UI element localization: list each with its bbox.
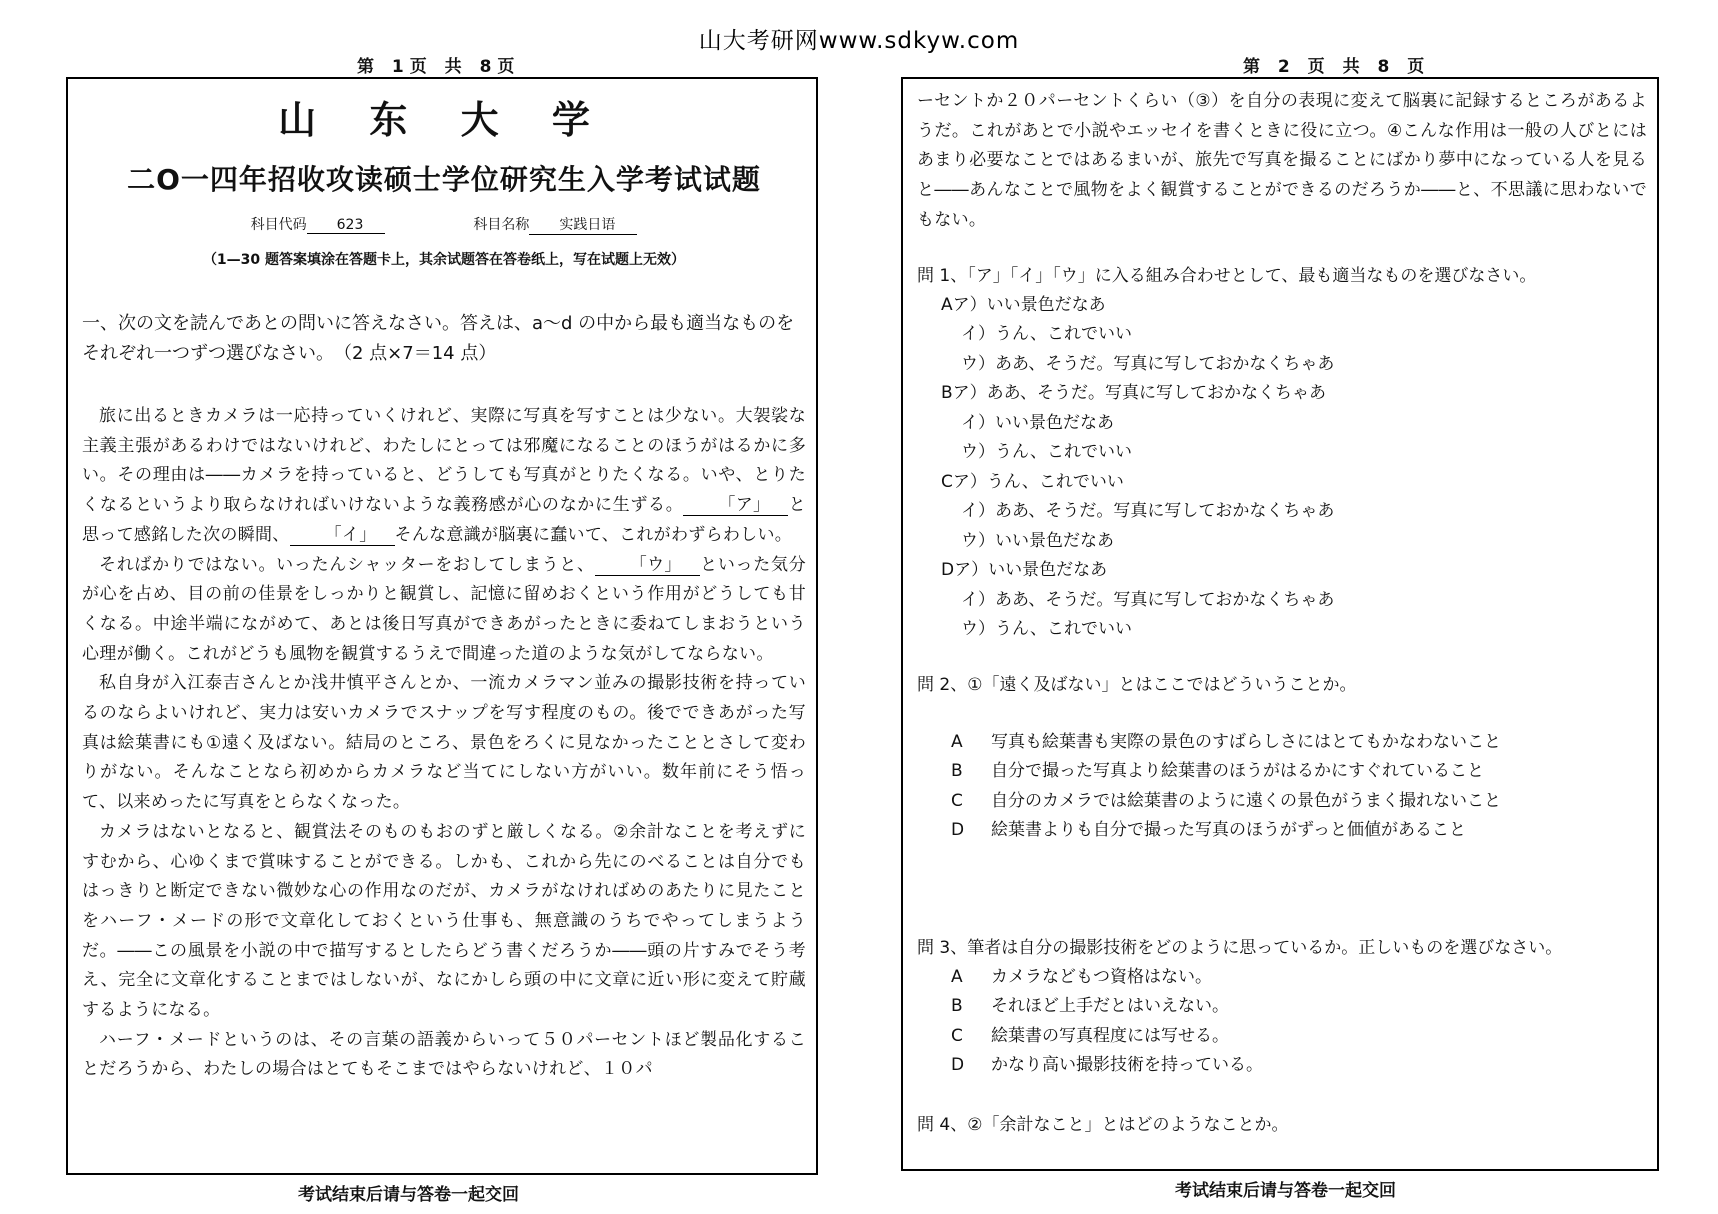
watermark: 山大考研网www.sdkyw.com	[698, 28, 1020, 54]
subject-name-value: 实践日语	[529, 214, 637, 235]
question-3-choice: C 絵葉書の写真程度には写せる。	[951, 1025, 1229, 1046]
question-2-stem: 問 2、①「遠く及ばない」とはここではどういうことか。	[917, 674, 1357, 695]
subject-meta	[82, 214, 806, 235]
question-3-choice: B それほど上手だとはいえない。	[951, 996, 1229, 1017]
question-2-choice: A 写真も絵葉書も実際の景色のすばらしさにはとてもかなわないこと	[951, 731, 1501, 752]
university-name: 山 东 大 学	[278, 98, 610, 142]
answer-instructions: （1—30 题答案填涂在答题卡上，其余试题答在答卷纸上，写在试题上无效）	[202, 252, 686, 268]
question-1-option: ウ）うん、これでいい	[961, 442, 1133, 463]
page-2-label: 第 2 页 共 8 页	[1243, 57, 1431, 77]
blank-i: 「イ」	[290, 525, 395, 546]
question-2-choice: D 絵葉書よりも自分で撮った写真のほうがずっと価値があること	[951, 820, 1466, 841]
question-1-option: イ）いい景色だなあ	[961, 412, 1114, 433]
question-1-option: Cア）うん、これでいい	[941, 471, 1124, 492]
question-1-option: イ）うん、これでいい	[961, 324, 1133, 345]
question-1-option: ウ）うん、これでいい	[961, 619, 1133, 640]
question-1-option: ウ）ああ、そうだ。写真に写しておかなくちゃあ	[961, 353, 1335, 374]
subject-code-label: 科目代码	[250, 217, 307, 233]
question-1-option: イ）ああ、そうだ。写真に写しておかなくちゃあ	[961, 589, 1335, 610]
question-1-option: Bア）ああ、そうだ。写真に写しておかなくちゃあ	[941, 383, 1326, 404]
subject-name-label: 科目名称	[473, 217, 530, 233]
passage-paragraph: そればかりではない。いったんシャッターをおしてしまうと、 「ウ」 といった気分が心を占め、目の前の佳景をしっかりと観賞し、記憶に留めおくという作用がどうしても甘くなる。中途半端にながめて、あとは後日写真ができあがったときに委ねてしまおうという心理が働く。これがどうも風物を観賞するうえで間違った道のような気がしてならない。	[82, 554, 806, 664]
question-1-option: Dア）いい景色だなあ	[941, 560, 1108, 581]
question-2-choice: B 自分で撮った写真より絵葉書のほうがはるかにすぐれていること	[951, 761, 1484, 782]
question-3-choice: A カメラなどもつ資格はない。	[951, 966, 1212, 987]
exam-page-1	[66, 77, 818, 1175]
reading-passage	[82, 402, 806, 1085]
question-3-stem: 問 3、筆者は自分の撮影技術をどのように思っているか。正しいものを選びなさい。	[917, 937, 1563, 958]
passage-paragraph: 旅に出るときカメラは一応持っていくけれど、実際に写真を写すことは少ない。大袈裟な主義主張があるわけではないけれど、わたしにとっては邪魔になることのほうがはるかに多い。その理由は――カメラを持っていると、どうしても写真がとりたくなる。いや、とりたくなるというより取らなければいけないような義務感が心のなかに生ずる。 「ア」 と思って感銘した次の瞬間、 「イ」 そんな意識が脳裏に蠢いて、これがわずらわしい。	[82, 406, 806, 545]
exam-title: 二O一四年招收攻读硕士学位研究生入学考试试题	[127, 163, 761, 196]
question-1-stem: 問 1、「ア」「イ」「ウ」に入る組み合わせとして、最も適当なものを選びなさい。	[917, 265, 1537, 286]
page-2-footer: 考试结束后请与答卷一起交回	[1175, 1181, 1396, 1201]
subject-code-value: 623	[307, 217, 386, 234]
question-4-stem: 問 4、②「余計なこと」とはどのようなことか。	[917, 1114, 1289, 1135]
question-1-option: イ）ああ、そうだ。写真に写しておかなくちゃあ	[961, 501, 1335, 522]
page-1-label: 第 1页 共 8页	[357, 57, 521, 77]
blank-a: 「ア」	[683, 495, 788, 516]
question-1-option: Aア）いい景色だなあ	[941, 294, 1106, 315]
page-1-footer: 考试结束后请与答卷一起交回	[298, 1185, 519, 1205]
exam-page-2	[901, 77, 1659, 1171]
passage-paragraph: ハーフ・メードというのは、その言葉の語義からいって５０パーセントほど製品化することだろうから、わたしの場合はとてもそこまではやらないけれど、１０パ	[82, 1029, 806, 1080]
question-1-option: ウ）いい景色だなあ	[961, 530, 1114, 551]
passage-paragraph: カメラはないとなると、観賞法そのものもおのずと厳しくなる。②余計なことを考えずにすむから、心ゆくまで賞味することができる。しかも、これから先にのべることは自分でもはっきりと断定できない微妙な心の作用なのだが、カメラがなければめのあたりに見たことをハーフ・メードの形で文章化しておくという仕事も、無意識のうちでやってしまうようだ。――この風景を小説の中で描写するとしたらどう書くだろうか――頭の片すみでそう考え、完全に文章化することまではしないが、なにかしら頭の中に文章に近い形に変えて貯蔵するようになる。	[82, 821, 806, 1021]
section-instruction: 一、次の文を読んであとの問いに答えなさい。答えは、a～d の中から最も適当なものをそれぞれ一つずつ選びなさい。 （2 点×7＝14 点）	[82, 313, 795, 364]
passage-paragraph: 私自身が入江泰吉さんとか浅井慎平さんとか、一流カメラマン並みの撮影技術を持っているのならよいけれど、実力は安いカメラでスナップを写す程度のもの。後でできあがった写真は絵葉書にも①遠く及ばない。結局のところ、景色をろくに見なかったこととさして変わりがない。そんなことなら初めからカメラなど当てにしない方がいい。数年前にそう悟って、以来めったに写真をとらなくなった。	[82, 673, 806, 813]
question-2-choice: C 自分のカメラでは絵葉書のように遠くの景色がうまく撮れないこと	[951, 790, 1501, 811]
blank-u: 「ウ」	[595, 555, 700, 576]
passage-continuation: ーセントか２０パーセントくらい（③）を自分の表現に変えて脳裏に記録するところがあるようだ。これがあとで小説やエッセイを書くときに役に立つ。④こんな作用は一般の人びとにはあまり必要なことではあるまいが、旅先で写真を撮ることにばかり夢中になっている人を見ると――あんなことで風物をよく観賞することができるのだろうか――と、不思議に思わないでもない。	[917, 91, 1647, 230]
question-3-choice: D かなり高い撮影技術を持っている。	[951, 1055, 1263, 1076]
